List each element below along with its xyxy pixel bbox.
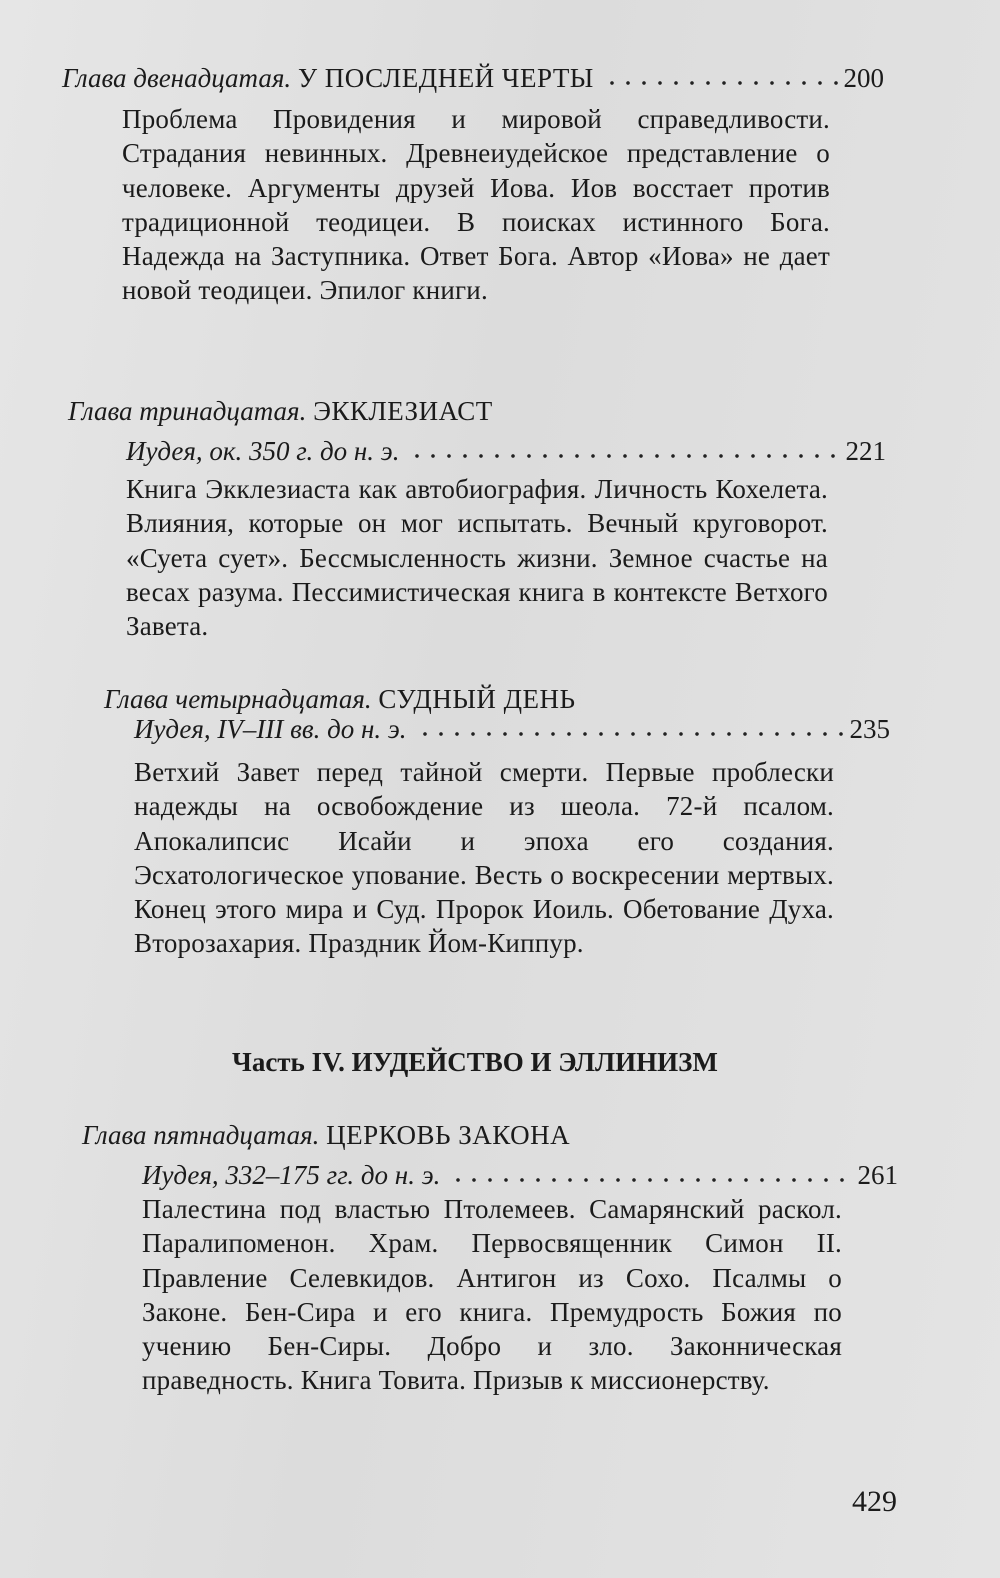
chapter-15-description: Палестина под властью Птолемеев. Самарянский раскол. Паралипоменон. Храм. Первосвященник Симон II. Правление Селевкидов. Антигон из Сохо. Псалмы о Законе. Бен-Сира и его книга. Премудрость Божия по учению Бен-Сиры. Добро и зло. Законническая праведность. Книга Товита. Призыв к миссионерству.	[142, 1194, 842, 1396]
chapter-12-heading	[62, 61, 884, 95]
chapter-title: СУДНЫЙ ДЕНЬ	[378, 684, 576, 714]
chapter-14-heading	[104, 682, 576, 716]
chapter-14-description: Ветхий Завет перед тайной смерти. Первые проблески надежды на освобождение из шеола. 72-й псалом. Апокалипсис Исайи и эпоха его создания. Эсхатологическое упование. Весть о воскресении мертвых. Конец этого мира и Суд. Пророк Иоиль. Обетование Духа. Второзахария. Праздник Йом-Киппур.	[134, 757, 834, 959]
chapter-subtitle: Иудея, 332–175 гг. до н. э.	[142, 1160, 441, 1190]
chapter-title: ЭККЛЕЗИАСТ	[313, 396, 493, 426]
chapter-13-subtitle	[126, 434, 886, 468]
page-folio: 429	[852, 1485, 897, 1518]
chapter-15-subtitle	[142, 1158, 898, 1192]
dot-leader	[409, 454, 839, 458]
dot-leader	[417, 732, 844, 736]
chapter-title: ЦЕРКОВЬ ЗАКОНА	[326, 1120, 571, 1150]
page-number: 235	[849, 714, 890, 744]
chapter-14-subtitle	[134, 712, 890, 746]
page-number: 221	[845, 436, 886, 466]
chapter-label: Глава двенадцатая.	[62, 63, 292, 93]
dot-leader	[450, 1178, 851, 1182]
chapter-13-description: Книга Экклезиаста как автобиография. Личность Кохелета. Влияния, которые он мог испытать. Вечный круговорот. «Суета сует». Бессмысленность жизни. Земное счастье на весах разума. Пессимистическая книга в контексте Ветхого Завета.	[126, 474, 828, 642]
chapter-13-heading	[68, 394, 493, 428]
chapter-label: Глава четырнадцатая.	[104, 684, 372, 714]
dot-leader	[604, 81, 838, 85]
page-number: 200	[843, 63, 884, 93]
chapter-subtitle: Иудея, ок. 350 г. до н. э.	[126, 436, 400, 466]
part-heading: Часть IV. ИУДЕЙСТВО И ЭЛЛИНИЗМ	[232, 1047, 718, 1077]
chapter-label: Глава пятнадцатая.	[82, 1120, 320, 1150]
chapter-label: Глава тринадцатая.	[68, 396, 307, 426]
chapter-title: У ПОСЛЕДНЕЙ ЧЕРТЫ	[297, 63, 594, 93]
chapter-15-heading	[82, 1118, 570, 1152]
chapter-12-description: Проблема Провидения и мировой справедливости. Страдания невинных. Древнеиудейское представление о человеке. Аргументы друзей Иова. Иов восстает против традиционной теодицеи. В поисках истинного Бога. Надежда на Заступника. Ответ Бога. Автор «Иова» не дает новой теодицеи. Эпилог книги.	[122, 104, 830, 306]
chapter-subtitle: Иудея, IV–III вв. до н. э.	[134, 714, 407, 744]
page-number: 261	[857, 1160, 898, 1190]
